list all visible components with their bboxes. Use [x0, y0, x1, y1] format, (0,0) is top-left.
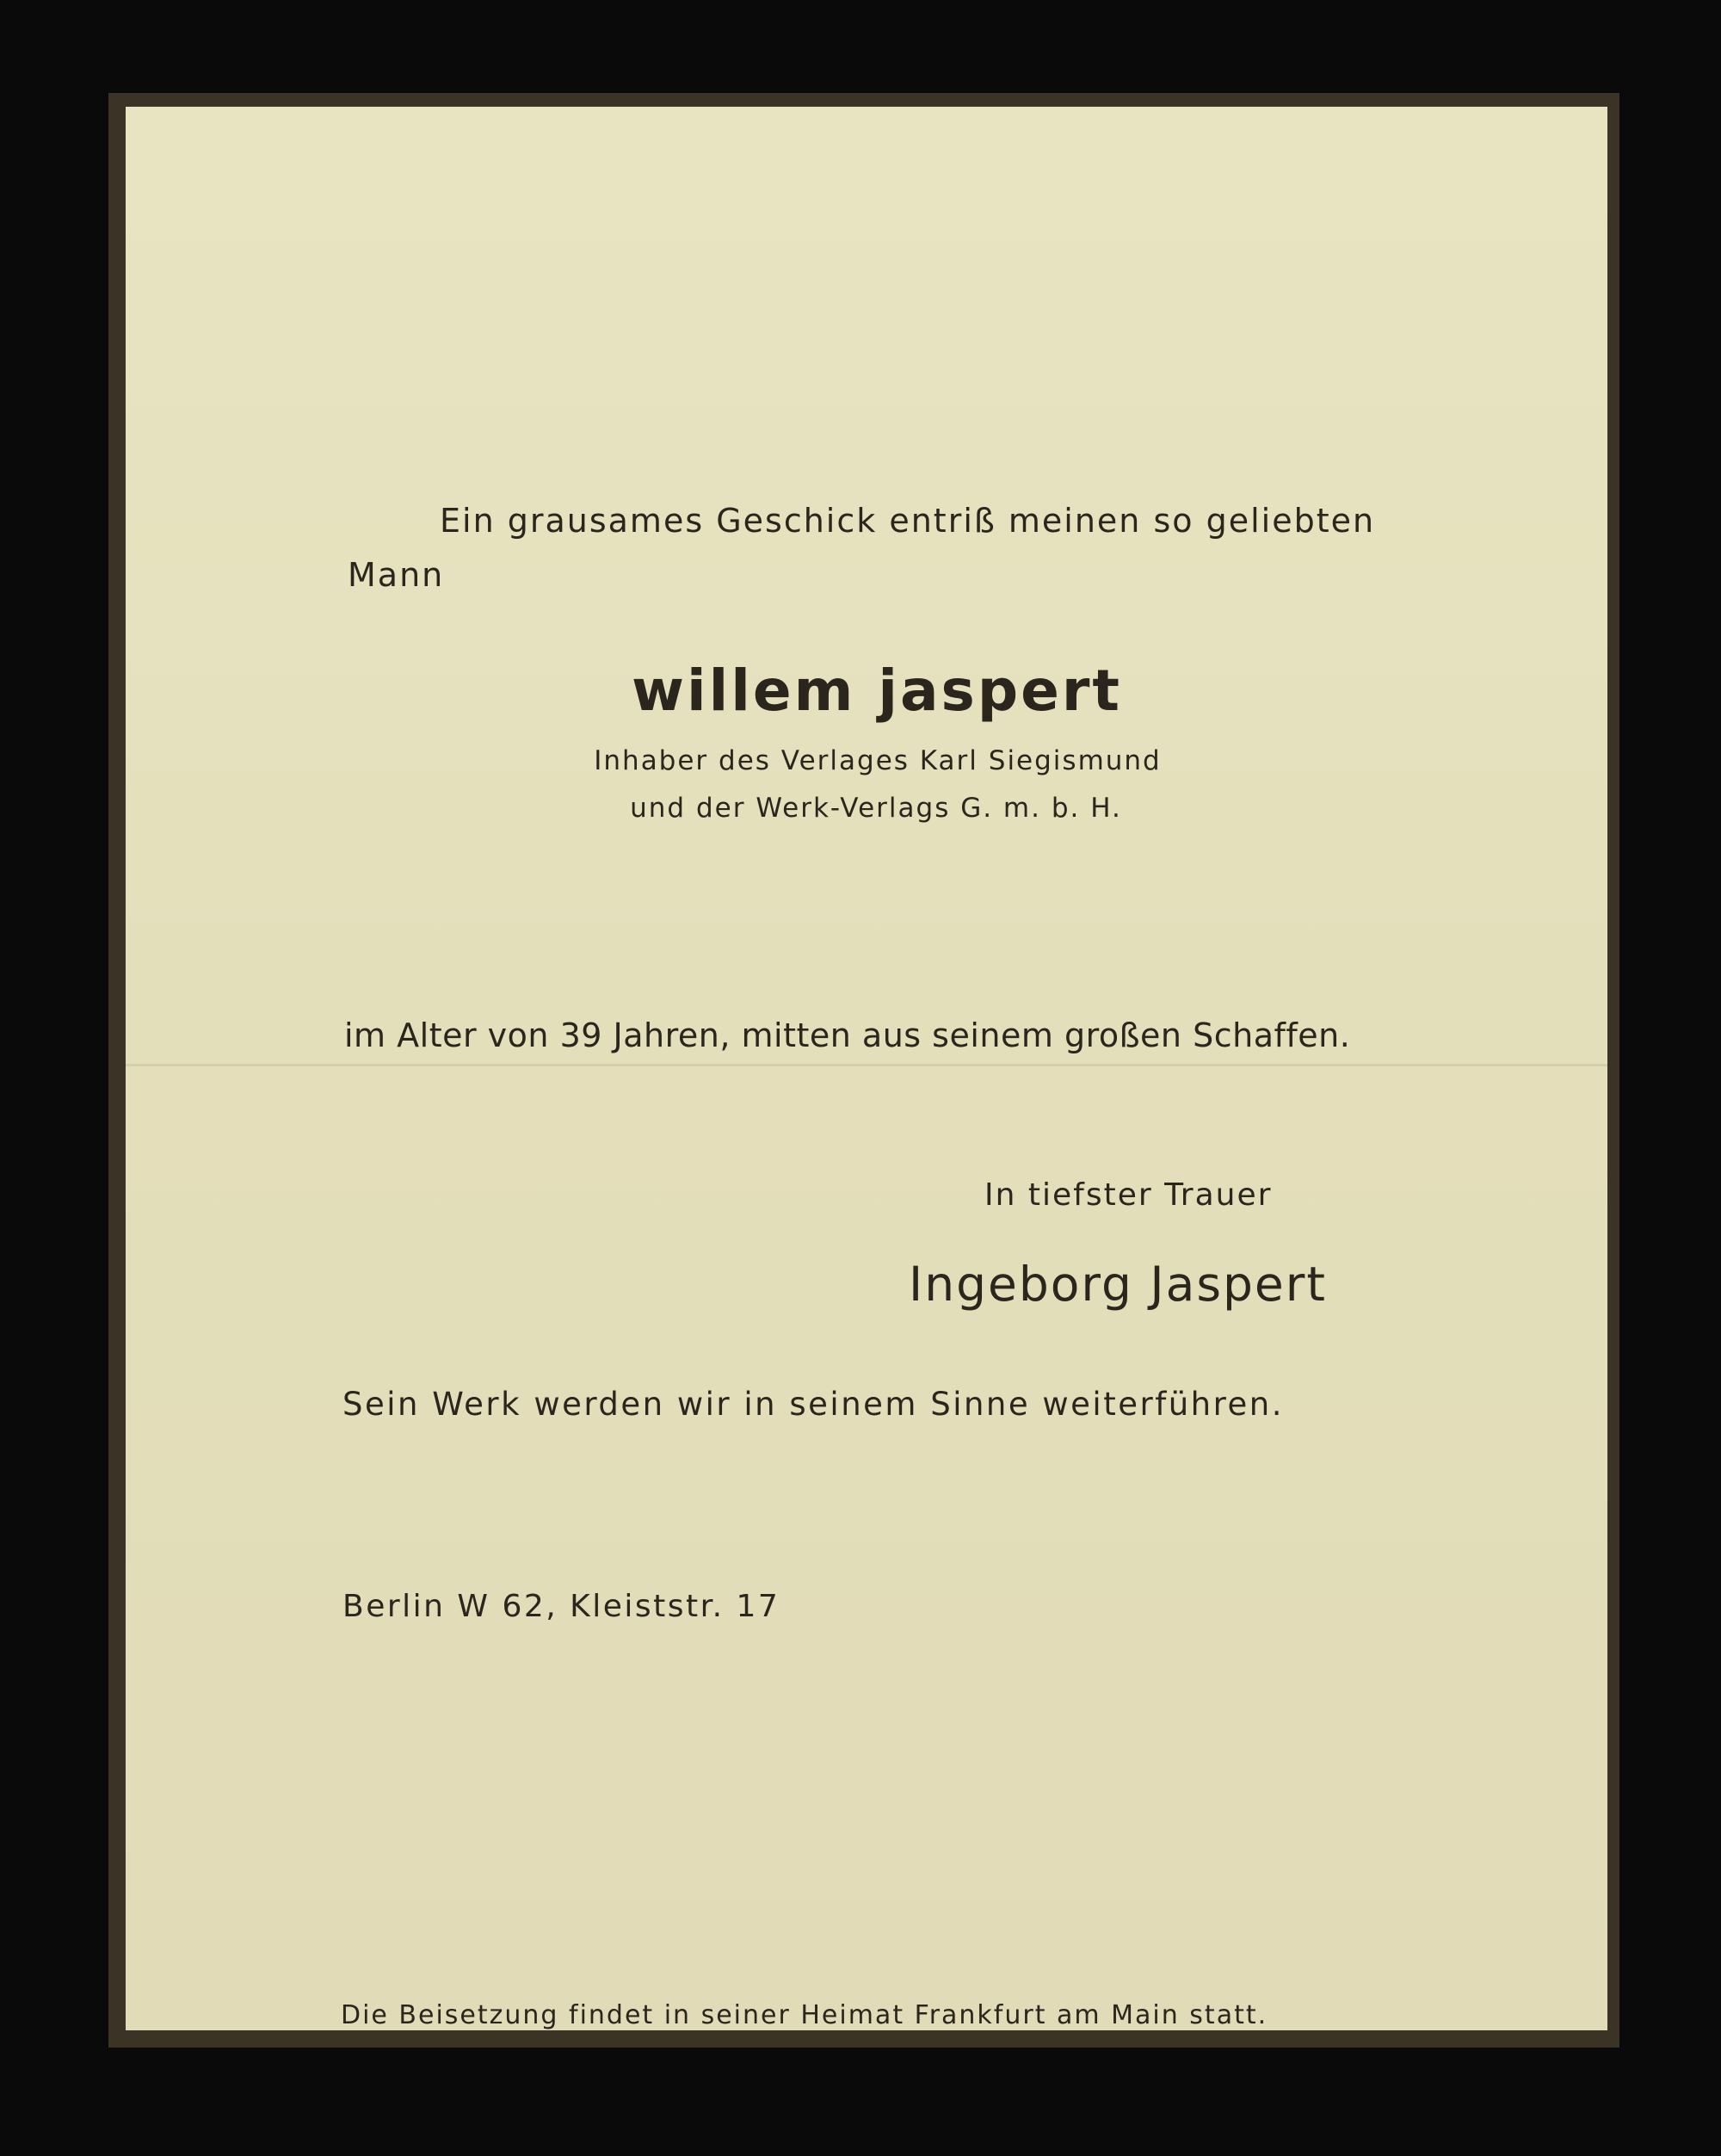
continuation-line: Sein Werk werden wir in seinem Sinne weiterführen. [342, 1386, 1284, 1423]
deceased-name: willem jaspert [632, 658, 1122, 724]
role-line-1: Inhaber des Verlages Karl Siegismund [594, 745, 1162, 776]
widow-name: Ingeborg Jaspert [909, 1257, 1327, 1312]
memorial-card [126, 107, 1607, 2030]
intro-line-1: Ein grausames Geschick entriß meinen so geliebten [440, 502, 1376, 540]
role-line-2: und der Werk-Verlags G. m. b. H. [630, 793, 1122, 824]
fold-crease [126, 1064, 1607, 1066]
mourning-line: In tiefster Trauer [984, 1177, 1273, 1213]
burial-line: Die Beisetzung findet in seiner Heimat Frankfurt am Main statt. [341, 2000, 1268, 2030]
age-line: im Alter von 39 Jahren, mitten aus seinem großen Schaffen. [344, 1016, 1351, 1054]
intro-line-2: Mann [348, 556, 445, 594]
address-line: Berlin W 62, Kleiststr. 17 [342, 1589, 780, 1624]
